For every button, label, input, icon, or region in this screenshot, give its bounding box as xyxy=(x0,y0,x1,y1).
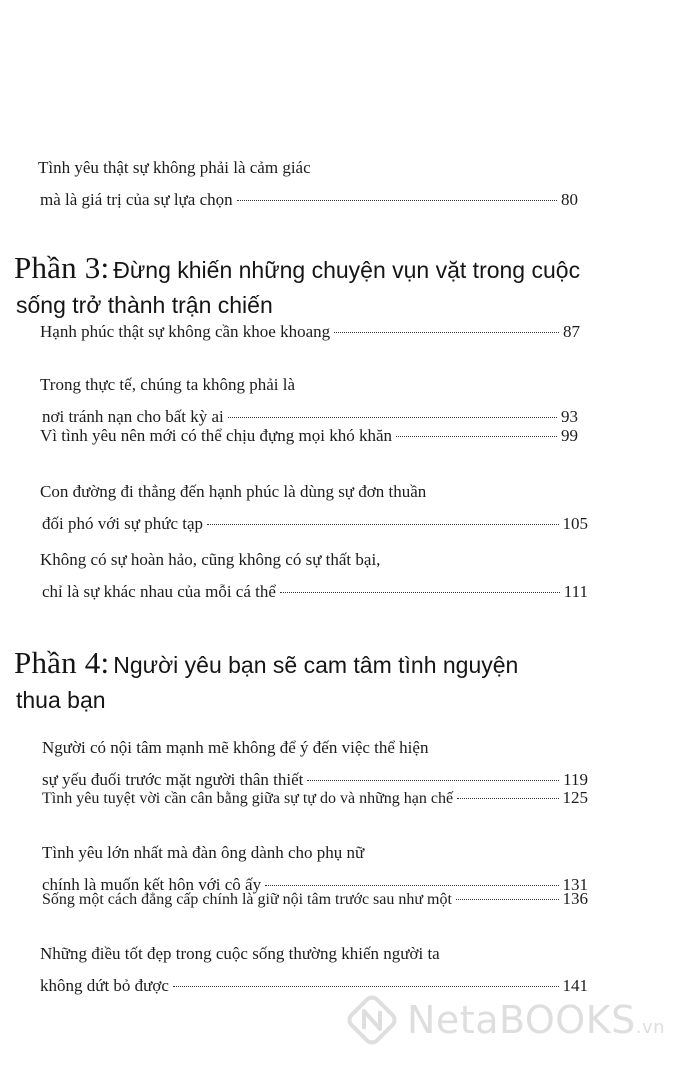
toc-entry-line2: sự yếu đuối trước mặt người thân thiết xyxy=(42,770,304,789)
page-number: 125 xyxy=(562,788,588,807)
part-label: Phần 3: xyxy=(14,250,110,285)
dot-leader xyxy=(456,899,559,900)
toc-entry xyxy=(42,776,588,809)
page-number: 80 xyxy=(561,190,578,209)
page-number: 136 xyxy=(562,889,588,908)
dot-leader xyxy=(457,798,558,799)
page-number: 87 xyxy=(563,322,580,341)
toc-entry-line1: Người có nội tâm mạnh mẽ không để ý đến việc thể hiện xyxy=(42,738,429,757)
toc-entry-line1: Con đường đi thẳng đến hạnh phúc là dùng sự đơn thuần xyxy=(40,482,427,501)
toc-entry-line2: không dứt bỏ được xyxy=(40,976,169,995)
dot-leader xyxy=(237,200,557,201)
part-3-heading xyxy=(14,250,580,319)
toc-entry-line2: chỉ là sự khác nhau của mỗi cá thể xyxy=(42,582,276,601)
part-label: Phần 4: xyxy=(14,645,110,680)
watermark-brand: NetaBOOKS.vn xyxy=(407,998,666,1042)
page-number: 93 xyxy=(561,407,578,426)
dot-leader xyxy=(173,986,559,987)
part-title-line2: sống trở thành trận chiến xyxy=(16,292,273,318)
page-number: 141 xyxy=(562,976,588,995)
part-4-heading xyxy=(14,645,518,714)
toc-entry xyxy=(40,414,578,446)
toc-entry-title: Vì tình yêu nên mới có thể chịu đựng mọi khó khăn xyxy=(40,426,393,445)
toc-entry-line2: mà là giá trị của sự lựa chọn xyxy=(40,190,233,209)
page-number: 111 xyxy=(563,582,588,601)
dot-leader xyxy=(334,332,559,333)
toc-entry xyxy=(40,944,588,996)
toc-entry-line2: chính là muốn kết hôn với cô ấy xyxy=(42,875,262,894)
toc-entry-line1: Những điều tốt đẹp trong cuộc sống thường khiến người ta xyxy=(40,944,440,963)
part-title-line1: Đừng khiến những chuyện vụn vặt trong cuộc xyxy=(113,257,581,283)
part-title-line2: thua bạn xyxy=(16,687,106,713)
toc-entry-line2: đối phó với sự phức tạp xyxy=(42,514,204,533)
toc-entry-title: Tình yêu tuyệt vời cần cân bằng giữa sự tự do và những hạn chế xyxy=(42,790,454,807)
toc-entry-title: Hạnh phúc thật sự không cần khoe khoang xyxy=(40,322,331,341)
dot-leader xyxy=(207,524,558,525)
toc-entry xyxy=(40,482,588,534)
toc-entry-line1: Không có sự hoàn hảo, cũng không có sự thất bại, xyxy=(40,550,381,569)
page-number: 99 xyxy=(561,426,578,445)
toc-entry-title: Sống một cách đẳng cấp chính là giữ nội tâm trước sau như một xyxy=(42,891,452,908)
netabooks-watermark xyxy=(345,990,675,1050)
page-number: 131 xyxy=(562,875,588,894)
part-title-line1: Người yêu bạn sẽ cam tâm tình nguyện xyxy=(113,652,519,678)
toc-entry-line2: nơi tránh nạn cho bất kỳ ai xyxy=(42,407,224,426)
netabooks-n-logo-icon xyxy=(345,993,399,1047)
toc-entry-line1: Trong thực tế, chúng ta không phải là xyxy=(40,375,296,394)
toc-entry-line1: Tình yêu lớn nhất mà đàn ông dành cho phụ nữ xyxy=(42,843,365,862)
dot-leader xyxy=(280,592,560,593)
toc-entry xyxy=(40,310,580,342)
page-number: 119 xyxy=(563,770,588,789)
dot-leader xyxy=(396,436,557,437)
toc-entry xyxy=(40,550,588,602)
toc-entry xyxy=(38,158,578,210)
page-number: 105 xyxy=(562,514,588,533)
toc-entry xyxy=(42,877,588,910)
toc-entry-line1: Tình yêu thật sự không phải là cảm giác xyxy=(38,158,311,177)
